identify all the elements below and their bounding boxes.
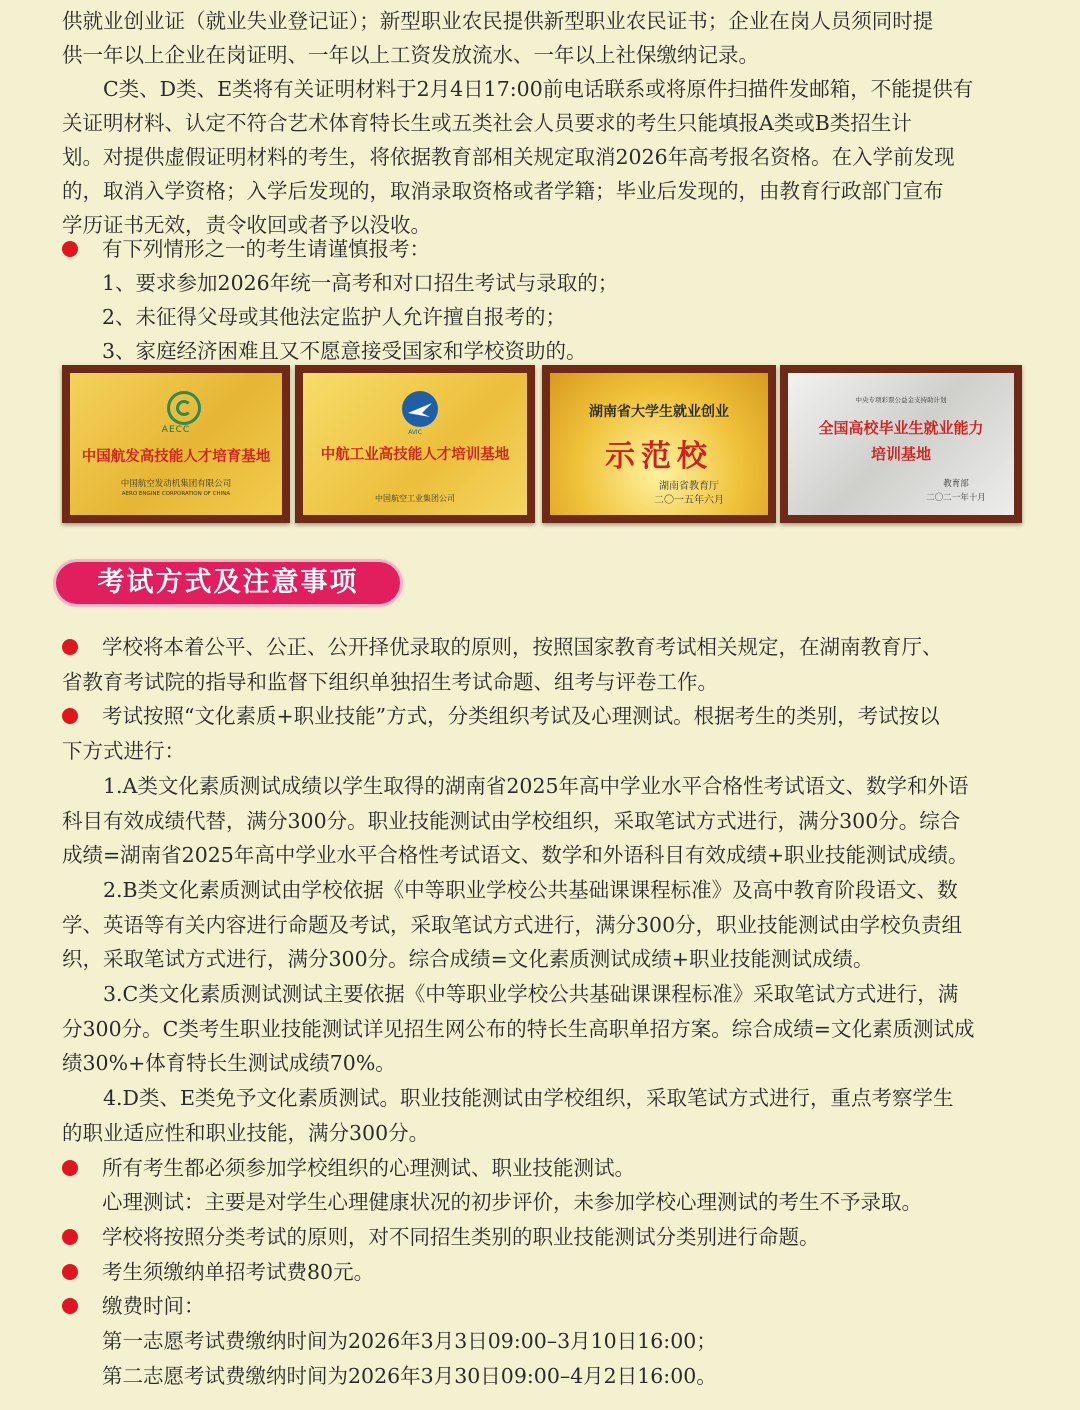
section-heading-text: 考试方式及注意事项 [97,567,359,598]
bullet-icon [62,1264,78,1280]
section-line: 的职业适应性和职业技能，满分300分。 [62,1120,430,1145]
section-line: 学校将本着公平、公正、公开择优录取的原则，按照国家教育考试相关规定，在湖南教育厅、 [102,635,943,659]
plaque-org: 中国航空工业集团公司 [375,494,455,503]
plaque-title-line2: 培训基地 [870,445,931,463]
bullet-icon [62,1160,78,1176]
section-line: 第一志愿考试费缴纳时间为2026年3月3日09:00–3月10日16:00； [102,1329,717,1353]
bullet-icon [62,1298,78,1314]
paragraph-line: 划。对提供虚假证明材料的考生，将依据教育部相关规定取消2026年高考报名资格。在入学前发现 [62,145,955,169]
paragraph-line: C类、D类、E类将有关证明材料于2月4日17:00前电话联系或将原件扫描件发邮箱，不能提供有 [62,77,974,101]
aecc-logo-icon [167,391,201,425]
bullet-icon [62,1229,78,1245]
plaque-date: 二〇一五年六月 [654,495,724,506]
paragraph-line: 供一年以上企业在岗证明、一年以上工资发放流水、一年以上社保缴纳记录。 [62,43,759,67]
plaque-title: 中国航发高技能人才培育基地 [81,448,271,465]
plaque-org: 教育部 [943,479,969,489]
caution-item: 1、要求参加2026年统一高考和对口招生考试与录取的； [102,271,619,295]
plaque-logo-text: AVIC [408,429,422,436]
plaque-training-base [780,365,1022,523]
section-heading [56,562,400,604]
section-line: 学校将按照分类考试的原则，对不同招生类别的职业技能测试分类别进行命题。 [102,1224,820,1249]
section-line: 第二志愿考试费缴纳时间为2026年3月30日09:00–4月2日16:00。 [102,1363,717,1388]
section-line: 缴费时间： [102,1294,205,1319]
plaque-avic [295,365,535,523]
section-line: 考生须缴纳单招考试费80元。 [102,1259,375,1284]
section-line: 省教育考试院的指导和监督下组织单独招生考试命题、组考与评卷工作。 [62,669,718,694]
section-line: 下方式进行： [62,739,185,764]
plaque-org: 中国航空发动机集团有限公司 [120,479,232,489]
section-line: 所有考生都必须参加学校组织的心理测试、职业技能测试。 [102,1155,635,1180]
plaque-top-text: 湖南省大学生就业创业 [589,404,729,420]
plaque-org-en: AERO ENGINE CORPORATION OF CHINA [121,491,231,497]
bullet-icon [62,708,78,724]
section-line: 科目有效成绩代替，满分300分。职业技能测试由学校组织，采取笔试方式进行，满分300分。综合 [62,808,961,833]
bullet-icon [62,241,78,257]
avic-logo-icon [402,391,438,427]
section-line: 心理测试：主要是对学生心理健康状况的初步评价，未参加学校心理测试的考生不予录取。 [102,1190,922,1215]
plaque-title-line1: 全国高校毕业生就业能力 [818,419,984,437]
section-line: 考试按照“文化素质+职业技能”方式，分类组织考试及心理测试。根据考生的类别，考试按以 [102,704,940,729]
plaque-title: 示范校 [605,439,713,474]
paragraph-line: 供就业创业证（就业失业登记证）；新型职业农民提供新型职业农民证书；企业在岗人员须同时提 [62,9,934,33]
section-line: 绩30%+体育特长生测试成绩70%。 [62,1051,396,1076]
section-line: 学、英语等有关内容进行命题及考试，采取笔试方式进行，满分300分，职业技能测试由学校负责组 [62,912,963,937]
bullet-icon [62,639,78,655]
caution-item: 2、未征得父母或其他法定监护人允许擅自报考的； [102,305,567,329]
plaque-date: 二〇二一年十月 [926,493,986,503]
plaque-org: 湖南省教育厅 [659,481,719,492]
paragraph-line: 的，取消入学资格；入学后发现的，取消录取资格或者学籍；毕业后发现的，由教育行政部门宣布 [62,179,944,203]
plaque-logo-text: AECC [161,425,191,435]
plaque-aecc [62,365,290,523]
section-line: 3.C类文化素质测试测试主要依据《中等职业学校公共基础课课程标准》采取笔试方式进行，满 [62,982,959,1006]
plaque-demo-school [542,365,776,523]
plaque-title: 中航工业高技能人才培训基地 [320,446,510,463]
plaque-top-text: 中央专项彩票公益金支持助计划 [855,396,947,404]
award-plaques [62,365,1022,525]
paragraph-line: 关证明材料、认定不符合艺术体育特长生或五类社会人员要求的考生只能填报A类或B类招生计 [62,111,912,135]
caution-title: 有下列情形之一的考生请谨慎报考： [102,237,430,261]
section-line: 1.A类文化素质测试成绩以学生取得的湖南省2025年高中学业水平合格性考试语文、数学和外语 [62,773,969,798]
section-line: 2.B类文化素质测试由学校依据《中等职业学校公共基础课课程标准》及高中教育阶段语文、数 [62,877,958,902]
section-line: 织，采取笔试方式进行，满分300分。综合成绩=文化素质测试成绩+职业技能测试成绩。 [62,947,874,972]
section-line: 4.D类、E类免予文化素质测试。职业技能测试由学校组织，采取笔试方式进行，重点考察学生 [62,1086,954,1111]
section-line: 成绩=湖南省2025年高中学业水平合格性考试语文、数学和外语科目有效成绩+职业技能测试成绩。 [62,843,969,868]
paragraph-line: 学历证书无效，责令收回或者予以没收。 [62,213,431,237]
caution-item: 3、家庭经济困难且又不愿意接受国家和学校资助的。 [102,339,587,363]
section-line: 分300分。C类考生职业技能测试详见招生网公布的特长生高职单招方案。综合成绩=文化素质测试成 [62,1016,975,1041]
